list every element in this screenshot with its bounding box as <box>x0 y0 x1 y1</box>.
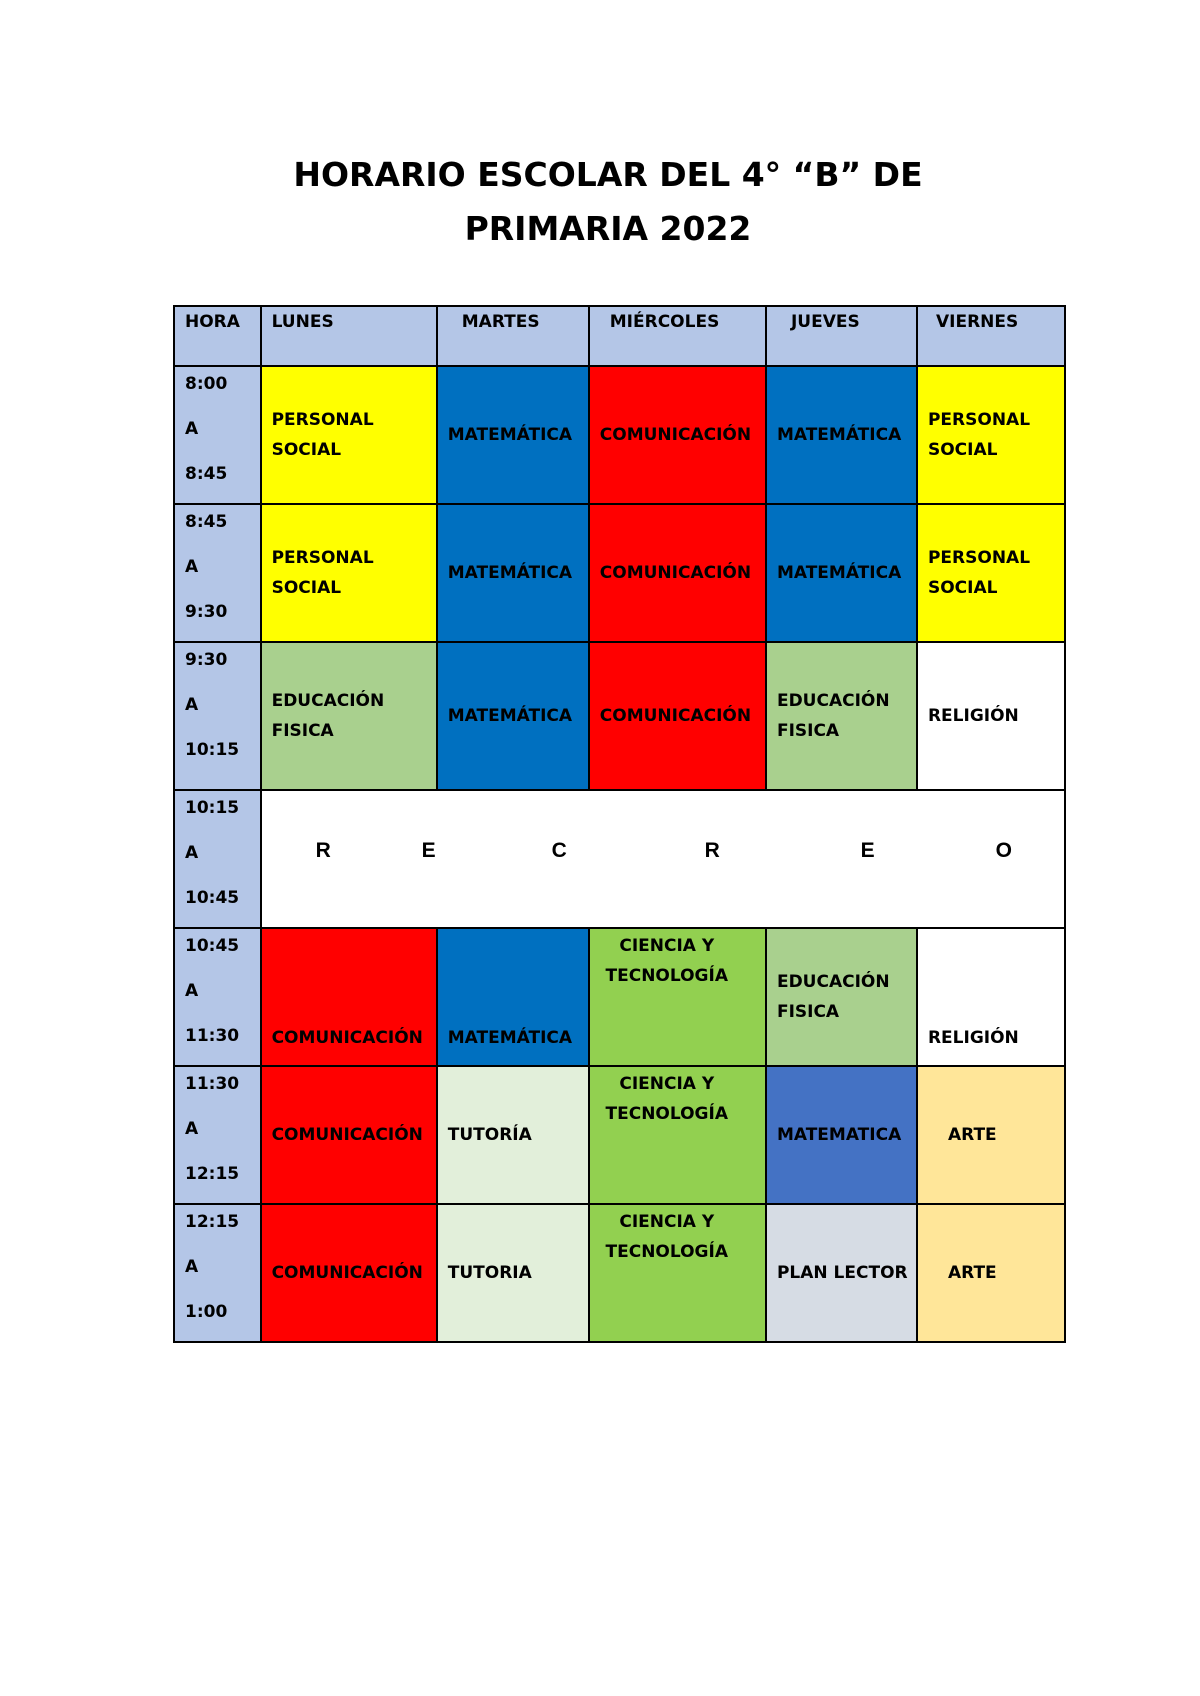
subject-cell: MATEMÁTICA <box>437 504 589 642</box>
subject-cell: MATEMÁTICA <box>437 366 589 504</box>
recreo-letter: E <box>421 839 436 862</box>
header-hora: HORA <box>174 306 261 366</box>
hour-cell: 8:00 A 8:45 <box>174 366 261 504</box>
subject-cell: EDUCACIÓN FISICA <box>766 642 917 790</box>
subject-cell: COMUNICACIÓN <box>589 642 766 790</box>
subject-cell: CIENCIA Y TECNOLOGÍA <box>589 1204 766 1342</box>
subject-cell: TUTORÍA <box>437 1066 589 1204</box>
subject-cell: CIENCIA Y TECNOLOGÍA <box>589 1066 766 1204</box>
hour-cell: 10:15 A 10:45 <box>174 790 261 928</box>
subject-cell: COMUNICACIÓN <box>261 1204 437 1342</box>
recreo-row <box>174 790 1065 928</box>
subject-cell: MATEMÁTICA <box>437 928 589 1066</box>
subject-cell: PLAN LECTOR <box>766 1204 917 1342</box>
subject-cell: PERSONAL SOCIAL <box>261 366 437 504</box>
subject-cell: COMUNICACIÓN <box>589 366 766 504</box>
header-miercoles: MIÉRCOLES <box>589 306 766 366</box>
header-martes: MARTES <box>437 306 589 366</box>
hour-cell: 12:15 A 1:00 <box>174 1204 261 1342</box>
hour-cell: 11:30 A 12:15 <box>174 1066 261 1204</box>
recreo-letter: R <box>315 839 331 862</box>
subject-cell: EDUCACIÓN FISICA <box>766 928 917 1066</box>
subject-cell: EDUCACIÓN FISICA <box>261 642 437 790</box>
schedule-row <box>174 366 1065 504</box>
hour-cell: 8:45 A 9:30 <box>174 504 261 642</box>
hour-cell: 9:30 A 10:15 <box>174 642 261 790</box>
subject-cell: RELIGIÓN <box>917 928 1065 1066</box>
title-line-2: PRIMARIA 2022 <box>464 209 752 248</box>
recreo-letter: E <box>860 839 875 862</box>
subject-cell: ARTE <box>917 1204 1065 1342</box>
recreo-letter: O <box>995 839 1012 862</box>
recreo-cell <box>261 790 1065 928</box>
recreo-letter: R <box>704 839 720 862</box>
subject-cell: COMUNICACIÓN <box>261 928 437 1066</box>
page-title <box>0 148 1200 256</box>
subject-cell: MATEMÁTICA <box>766 504 917 642</box>
title-line-1: HORARIO ESCOLAR DEL 4° “B” DE <box>293 155 923 194</box>
subject-cell: RELIGIÓN <box>917 642 1065 790</box>
subject-cell: COMUNICACIÓN <box>589 504 766 642</box>
header-viernes: VIERNES <box>917 306 1065 366</box>
schedule-table <box>173 305 1066 1343</box>
schedule-row <box>174 928 1065 1066</box>
schedule-row <box>174 1204 1065 1342</box>
subject-cell: MATEMÁTICA <box>766 366 917 504</box>
subject-cell: TUTORIA <box>437 1204 589 1342</box>
subject-cell: PERSONAL SOCIAL <box>917 366 1065 504</box>
schedule-row <box>174 1066 1065 1204</box>
subject-cell: PERSONAL SOCIAL <box>261 504 437 642</box>
schedule-row <box>174 642 1065 790</box>
schedule-row <box>174 504 1065 642</box>
subject-cell: COMUNICACIÓN <box>261 1066 437 1204</box>
subject-cell: MATEMATICA <box>766 1066 917 1204</box>
subject-cell: MATEMÁTICA <box>437 642 589 790</box>
header-lunes: LUNES <box>261 306 437 366</box>
subject-cell: PERSONAL SOCIAL <box>917 504 1065 642</box>
recreo-letter: C <box>551 839 567 862</box>
subject-cell: CIENCIA Y TECNOLOGÍA <box>589 928 766 1066</box>
subject-cell: ARTE <box>917 1066 1065 1204</box>
hour-cell: 10:45 A 11:30 <box>174 928 261 1066</box>
header-jueves: JUEVES <box>766 306 917 366</box>
header-row <box>174 306 1065 366</box>
